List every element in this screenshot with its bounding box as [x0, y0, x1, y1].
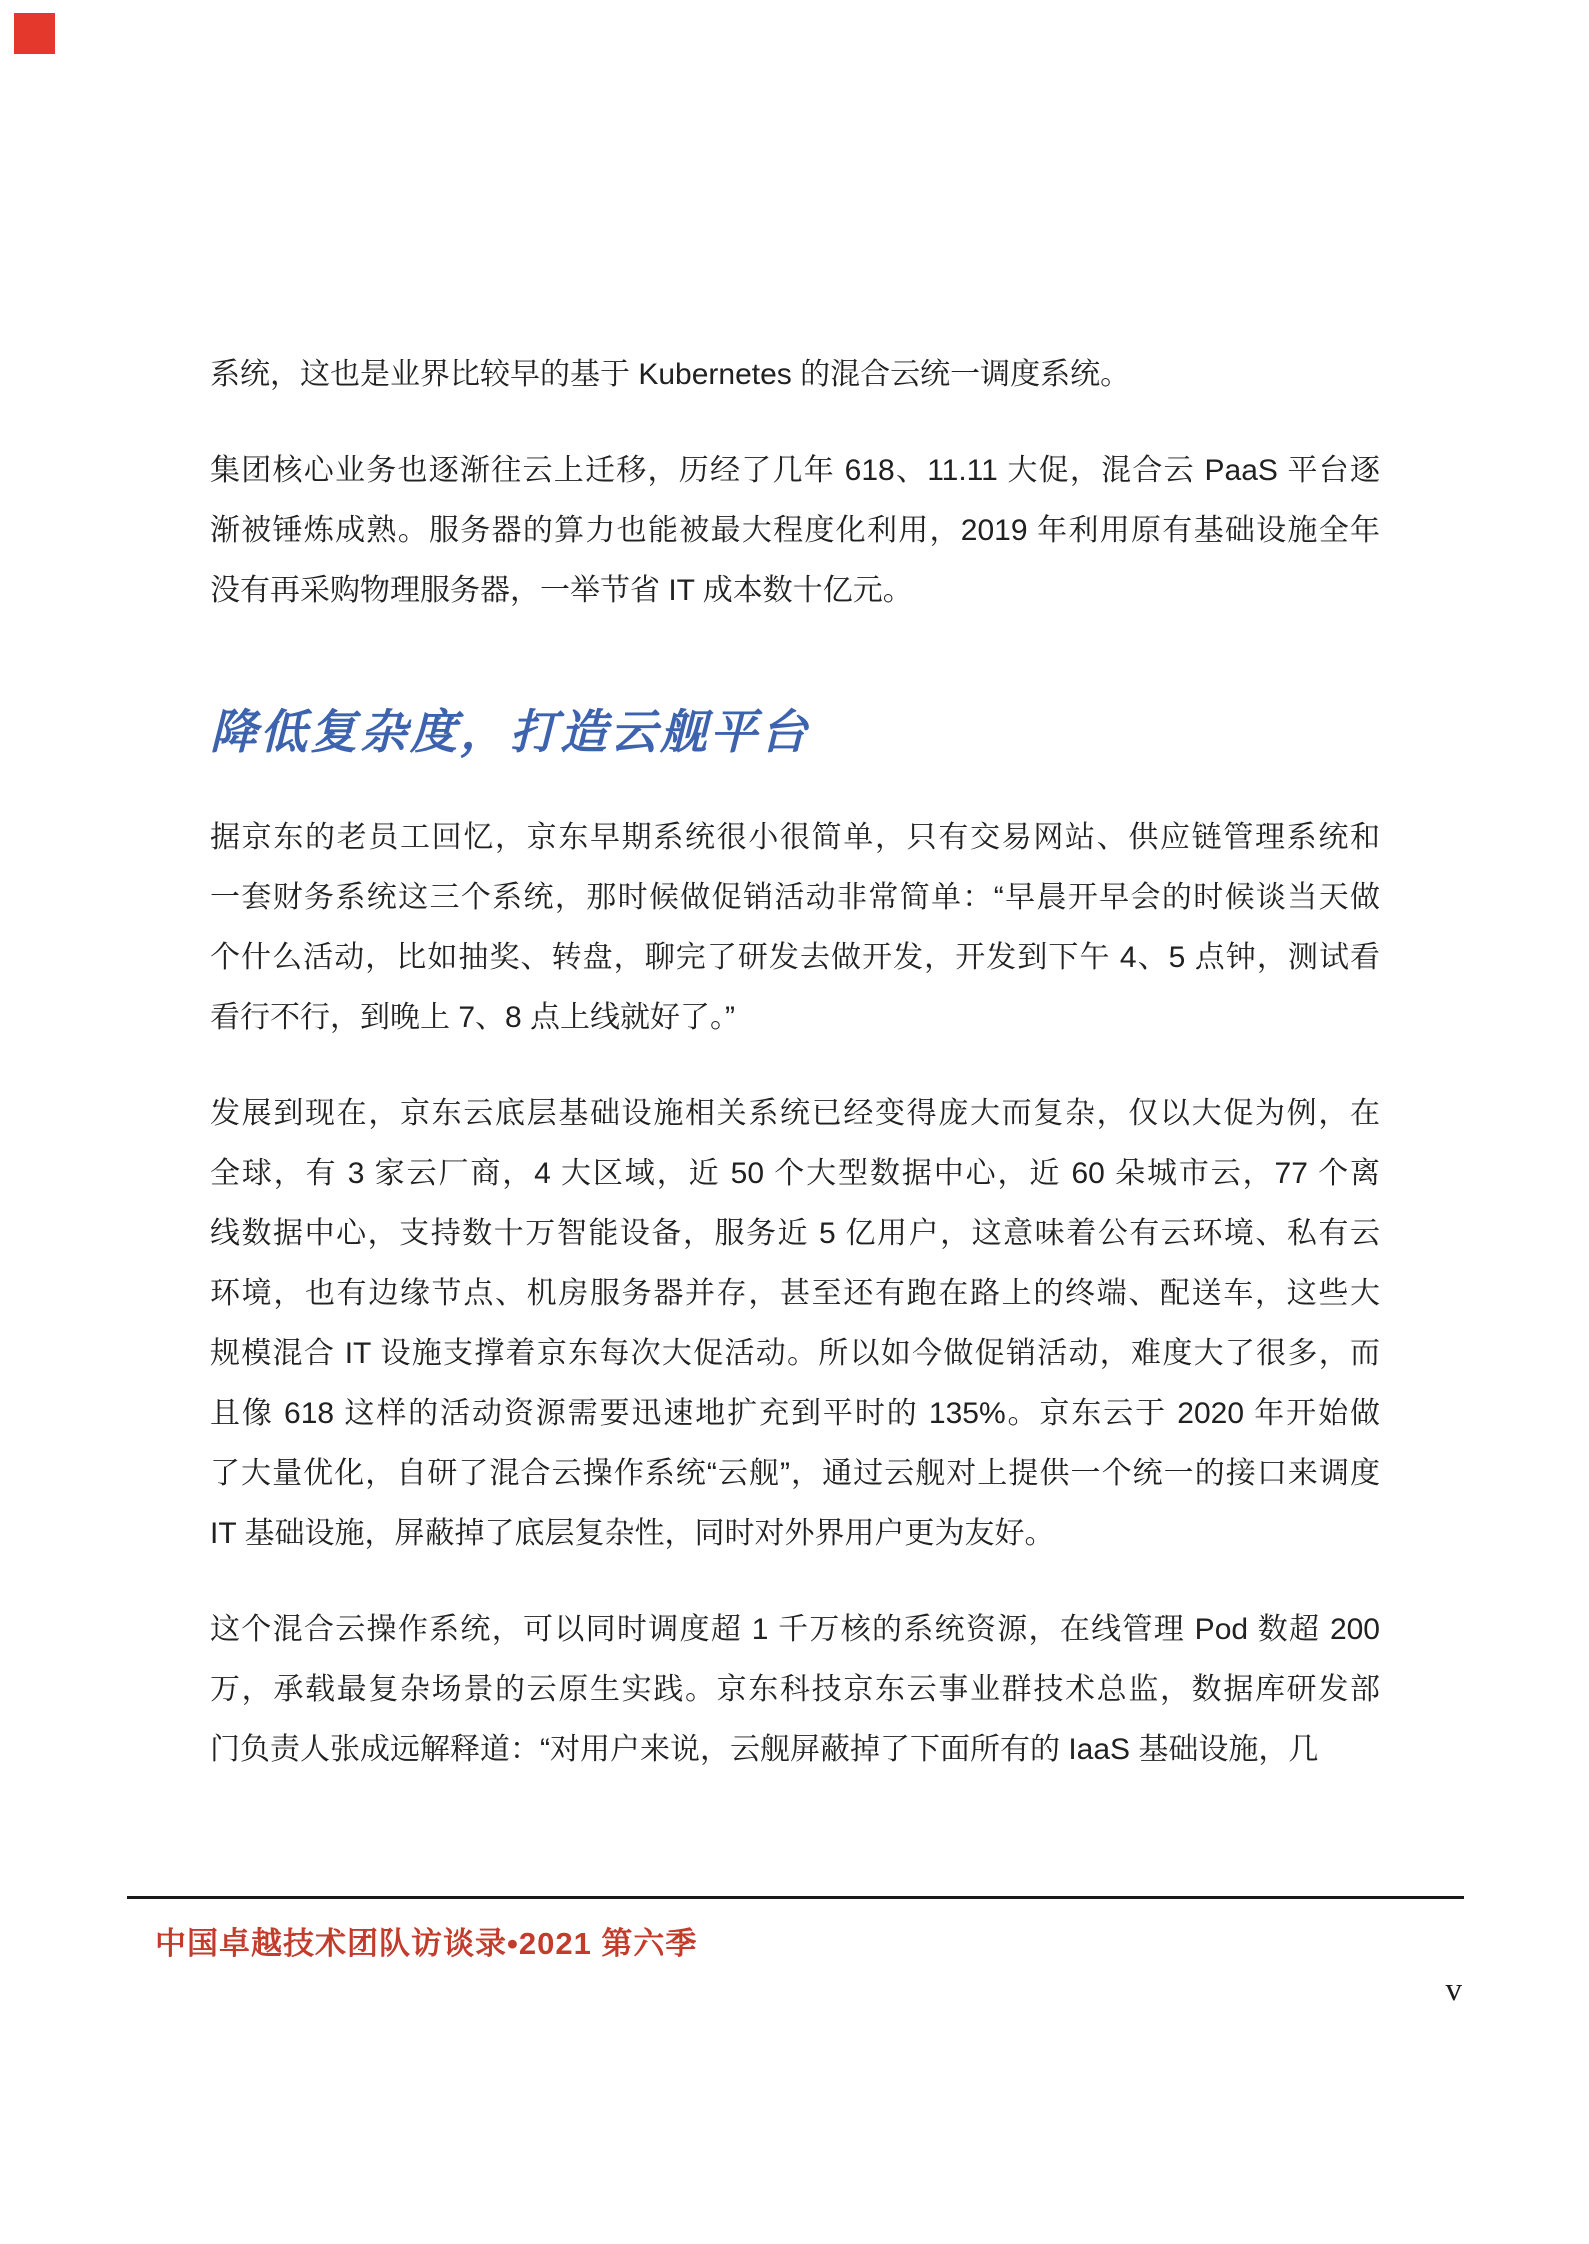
article-body: [210, 345, 1380, 1816]
footer-divider-line: [127, 1896, 1464, 1899]
paragraph: [210, 441, 1380, 621]
paragraph-line: 发展到现在，京东云底层基础设施相关系统已经变得庞大而复杂，仅以大促为例，在: [210, 1097, 1380, 1130]
paragraph-line: 门负责人张成远解释道：“对用户来说，云舰屏蔽掉了下面所有的 IaaS 基础设施，几: [210, 1733, 1319, 1766]
article-text-flow: [210, 345, 1380, 1780]
paragraph-line: 个什么活动，比如抽奖、转盘，聊完了研发去做开发，开发到下午 4、5 点钟，测试看: [210, 941, 1380, 974]
paragraph-line: 集团核心业务也逐渐往云上迁移，历经了几年 618、11.11 大促，混合云 PaaS 平台逐: [210, 454, 1380, 487]
paragraph: [210, 345, 1380, 405]
paragraph-line: 且像 618 这样的活动资源需要迅速地扩充到平时的 135%。京东云于 2020 年开始做: [210, 1397, 1380, 1430]
paragraph-line: 线数据中心，支持数十万智能设备，服务近 5 亿用户，这意味着公有云环境、私有云: [210, 1217, 1380, 1250]
paragraph-line: 全球，有 3 家云厂商，4 大区域，近 50 个大型数据中心，近 60 朵城市云，77 个离: [210, 1157, 1380, 1190]
paragraph-line: 系统，这也是业界比较早的基于 Kubernetes 的混合云统一调度系统。: [210, 358, 1131, 391]
paragraph: [210, 1084, 1380, 1564]
publisher-logo-square-icon: [14, 13, 55, 54]
paragraph-line: 万，承载最复杂场景的云原生实践。京东科技京东云事业群技术总监，数据库研发部: [210, 1673, 1380, 1706]
paragraph-line: IT 基础设施，屏蔽掉了底层复杂性，同时对外界用户更为友好。: [210, 1517, 1055, 1550]
paragraph-line: 渐被锤炼成熟。服务器的算力也能被最大程度化利用，2019 年利用原有基础设施全年: [210, 514, 1380, 547]
paragraph-line: 了大量优化，自研了混合云操作系统“云舰”，通过云舰对上提供一个统一的接口来调度: [210, 1457, 1380, 1490]
paragraph: [210, 1600, 1380, 1780]
paragraph-line: 没有再采购物理服务器，一举节省 IT 成本数十亿元。: [210, 574, 913, 607]
page-number: v: [1445, 1972, 1462, 2008]
paragraph-line: 一套财务系统这三个系统，那时候做促销活动非常简单：“早晨开早会的时候谈当天做: [210, 881, 1380, 914]
footer-book-title: 中国卓越技术团队访谈录•2021 第六季: [155, 1926, 698, 1961]
paragraph-line: 这个混合云操作系统，可以同时调度超 1 千万核的系统资源，在线管理 Pod 数超 200: [210, 1613, 1380, 1646]
paragraph-line: 环境，也有边缘节点、机房服务器并存，甚至还有跑在路上的终端、配送车，这些大: [210, 1277, 1380, 1310]
section-heading: 降低复杂度，打造云舰平台: [210, 705, 810, 758]
paragraph-line: 据京东的老员工回忆，京东早期系统很小很简单，只有交易网站、供应链管理系统和: [210, 821, 1380, 854]
paragraph-line: 规模混合 IT 设施支撑着京东每次大促活动。所以如今做促销活动，难度大了很多，而: [210, 1337, 1380, 1370]
paragraph-line: 看行不行，到晚上 7、8 点上线就好了。”: [210, 1001, 736, 1034]
paragraph: [210, 808, 1380, 1048]
